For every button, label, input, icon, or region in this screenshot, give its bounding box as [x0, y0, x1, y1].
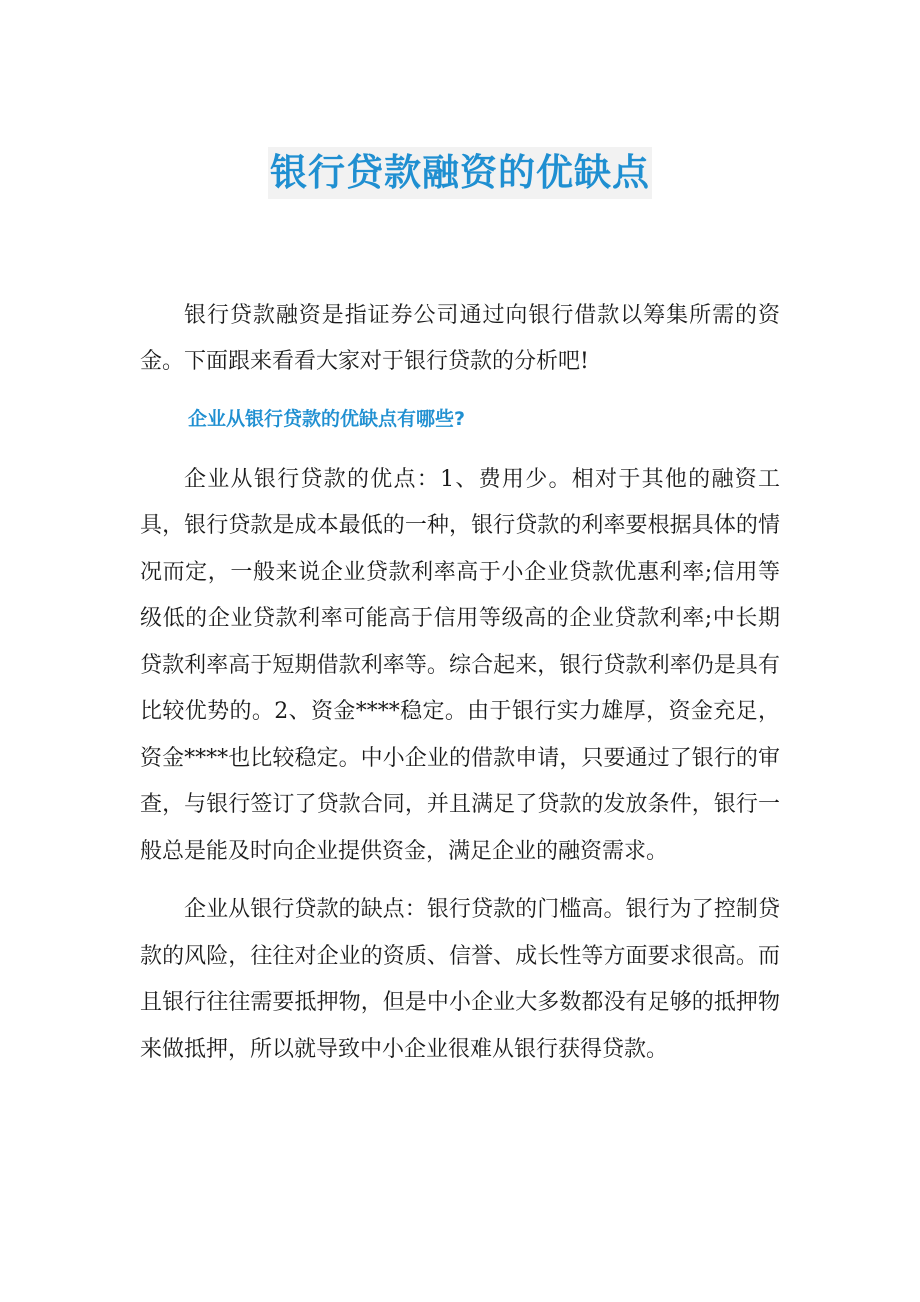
section-subheading: 企业从银行贷款的优缺点有哪些?	[188, 407, 466, 430]
intro-paragraph: 银行贷款融资是指证券公司通过向银行借款以筹集所需的资金。下面跟来看看大家对于银行贷款的分析吧!	[140, 302, 780, 375]
disadvantages-paragraph: 企业从银行贷款的缺点：银行贷款的门槛高。银行为了控制贷款的风险，往往对企业的资质、信誉、成长性等方面要求很高。而且银行往往需要抵押物，但是中小企业大多数都没有足够的抵押物来做抵押，所以就导致中小企业很难从银行获得贷款。	[140, 897, 780, 1062]
advantages-paragraph: 企业从银行贷款的优点：1、费用少。相对于其他的融资工具，银行贷款是成本最低的一种，银行贷款的利率要根据具体的情况而定，一般来说企业贷款利率高于小企业贷款优惠利率;信用等级低的企业贷款利率可能高于信用等级高的企业贷款利率;中长期贷款利率高于短期借款利率等。综合起来，银行贷款利率仍是具有比较优势的。2、资金****稳定。由于银行实力雄厚，资金充足，资金****也比较稳定。中小企业的借款申请，只要通过了银行的审查，与银行签订了贷款合同，并且满足了贷款的发放条件，银行一般总是能及时向企业提供资金，满足企业的融资需求。	[140, 466, 780, 864]
document-title: 银行贷款融资的优缺点	[268, 147, 652, 199]
title-container	[140, 122, 780, 224]
